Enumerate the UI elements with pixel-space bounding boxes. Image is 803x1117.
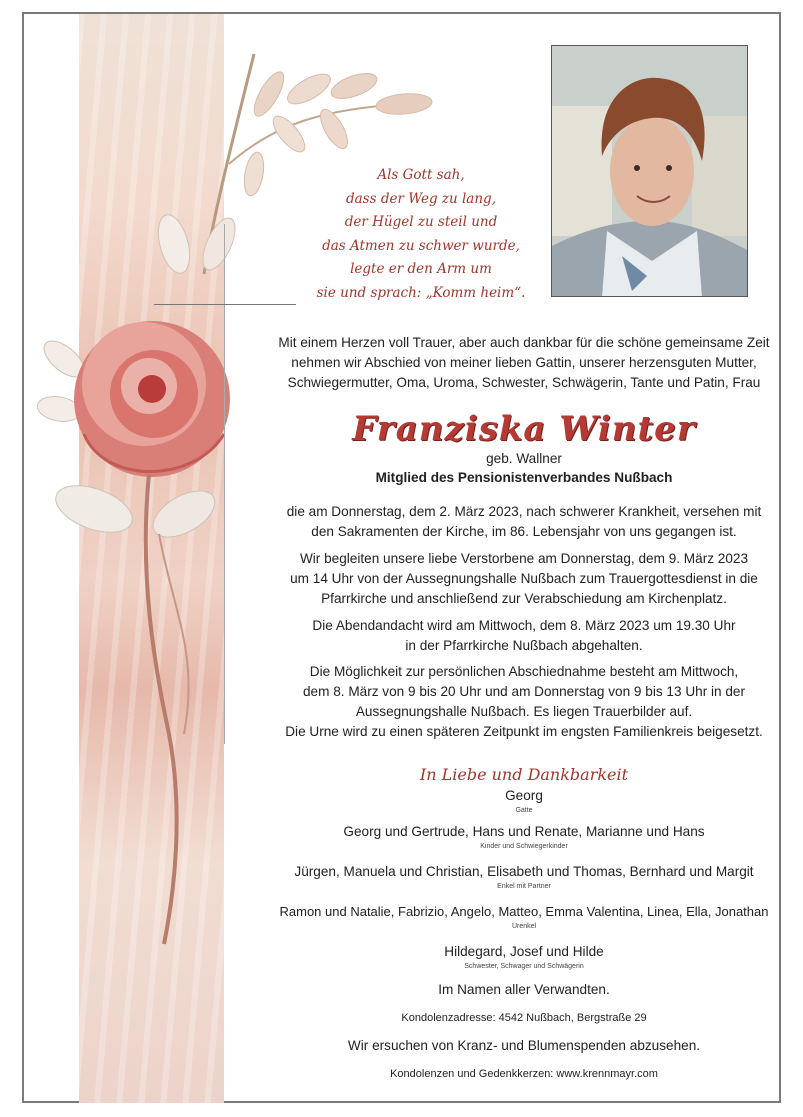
paragraph-line: Die Urne wird zu einen späteren Zeitpunkt im engsten Familienkreis beigesetzt. bbox=[285, 724, 763, 739]
membership: Mitglied des Pensionistenverbandes Nußbach bbox=[375, 470, 673, 485]
mourner-group bbox=[268, 862, 780, 892]
mourner-group bbox=[268, 942, 780, 972]
obituary-card bbox=[22, 12, 781, 1103]
intro-line: Mit einem Herzen voll Trauer, aber auch dankbar für die schöne gemeinsame Zeit bbox=[278, 335, 770, 350]
poem-line: dass der Weg zu lang, bbox=[345, 190, 496, 207]
mourner-names: Georg und Gertrude, Hans und Renate, Marianne und Hans bbox=[343, 824, 705, 839]
paragraph-line: dem 8. März von 9 bis 20 Uhr und am Donnerstag von 9 bis 13 Uhr in der bbox=[302, 684, 746, 699]
mourner-names: Jürgen, Manuela und Christian, Elisabeth und Thomas, Bernhard und Margit bbox=[294, 864, 754, 879]
poem-line: der Hügel zu steil und bbox=[344, 214, 498, 230]
closing-relatives: Im Namen aller Verwandten. bbox=[438, 982, 610, 997]
poem-line: Als Gott sah, bbox=[377, 167, 465, 183]
mourner-group bbox=[268, 902, 780, 932]
paragraph-line: Die Möglichkeit zur persönlichen Abschiednahme besteht am Mittwoch, bbox=[309, 664, 739, 679]
poem-line: das Atmen zu schwer wurde, bbox=[322, 237, 520, 254]
intro-line: Schwiegermutter, Oma, Uroma, Schwester, Schwägerin, Tante und Patin, Frau bbox=[287, 375, 761, 390]
mourner-group bbox=[268, 822, 780, 852]
portrait-photo bbox=[551, 45, 748, 297]
mourner-group bbox=[268, 786, 780, 816]
mourner-names: Georg bbox=[505, 788, 543, 803]
condolence-website: Kondolenzen und Gedenkkerzen: www.krennmayr.com bbox=[390, 1068, 658, 1080]
paragraph-line: Die Abendandacht wird am Mittwoch, dem 8. März 2023 um 19.30 Uhr bbox=[312, 618, 736, 633]
paragraph-line: den Sakramenten der Kirche, im 86. Lebensjahr von uns gegangen ist. bbox=[311, 524, 737, 539]
deceased-block bbox=[268, 409, 780, 487]
paragraph-line: Aussegnungshalle Nußbach. Es liegen Trauerbilder auf. bbox=[355, 704, 693, 719]
paragraph-death bbox=[268, 502, 780, 542]
maiden-name: geb. Wallner bbox=[486, 451, 562, 466]
paragraph-farewell bbox=[268, 662, 780, 742]
mourner-relation: Urenkel bbox=[511, 923, 537, 930]
poem-line: sie und sprach: „Komm heim“. bbox=[316, 284, 526, 301]
mourners-heading: In Liebe und Dankbarkeit bbox=[419, 765, 629, 784]
paragraph-line: die am Donnerstag, dem 2. März 2023, nach schwerer Krankheit, versehen mit bbox=[286, 504, 762, 519]
mourner-names: Hildegard, Josef und Hilde bbox=[444, 944, 604, 959]
paragraph-line: Pfarrkirche und anschließend zur Verabschiedung am Kirchenplatz. bbox=[321, 591, 727, 606]
poem bbox=[286, 164, 556, 305]
poem-line: legte er den Arm um bbox=[350, 261, 492, 277]
condolence-address: Kondolenzadresse: 4542 Nußbach, Bergstraße 29 bbox=[401, 1012, 647, 1024]
paragraph-line: Wir begleiten unsere liebe Verstorbene am Donnerstag, dem 9. März 2023 bbox=[299, 551, 749, 566]
mourner-names: Ramon und Natalie, Fabrizio, Angelo, Matteo, Emma Valentina, Linea, Ella, Jonathan bbox=[279, 904, 769, 919]
cross-icon-bar bbox=[154, 304, 296, 305]
mourner-relation: Gatte bbox=[515, 807, 533, 814]
cross-icon bbox=[224, 224, 225, 744]
mourner-relation: Schwester, Schwager und Schwägerin bbox=[464, 963, 584, 970]
intro-text bbox=[268, 333, 780, 393]
deceased-name: Franziska Winter bbox=[352, 409, 696, 449]
paragraph-line: in der Pfarrkirche Nußbach abgehalten. bbox=[405, 638, 643, 653]
intro-line: nehmen wir Abschied von meiner lieben Gattin, unserer herzensguten Mutter, bbox=[291, 355, 757, 370]
mourner-relation: Kinder und Schwiegerkinder bbox=[480, 843, 568, 850]
paragraph-funeral bbox=[268, 549, 780, 609]
mourners-block bbox=[268, 764, 780, 1082]
paragraph-line: um 14 Uhr von der Aussegnungshalle Nußbach zum Trauergottesdienst in die bbox=[290, 571, 758, 586]
paragraph-vigil bbox=[268, 616, 780, 656]
flower-request: Wir ersuchen von Kranz- und Blumenspenden abzusehen. bbox=[347, 1038, 701, 1053]
mourner-relation: Enkel mit Partner bbox=[497, 883, 551, 890]
